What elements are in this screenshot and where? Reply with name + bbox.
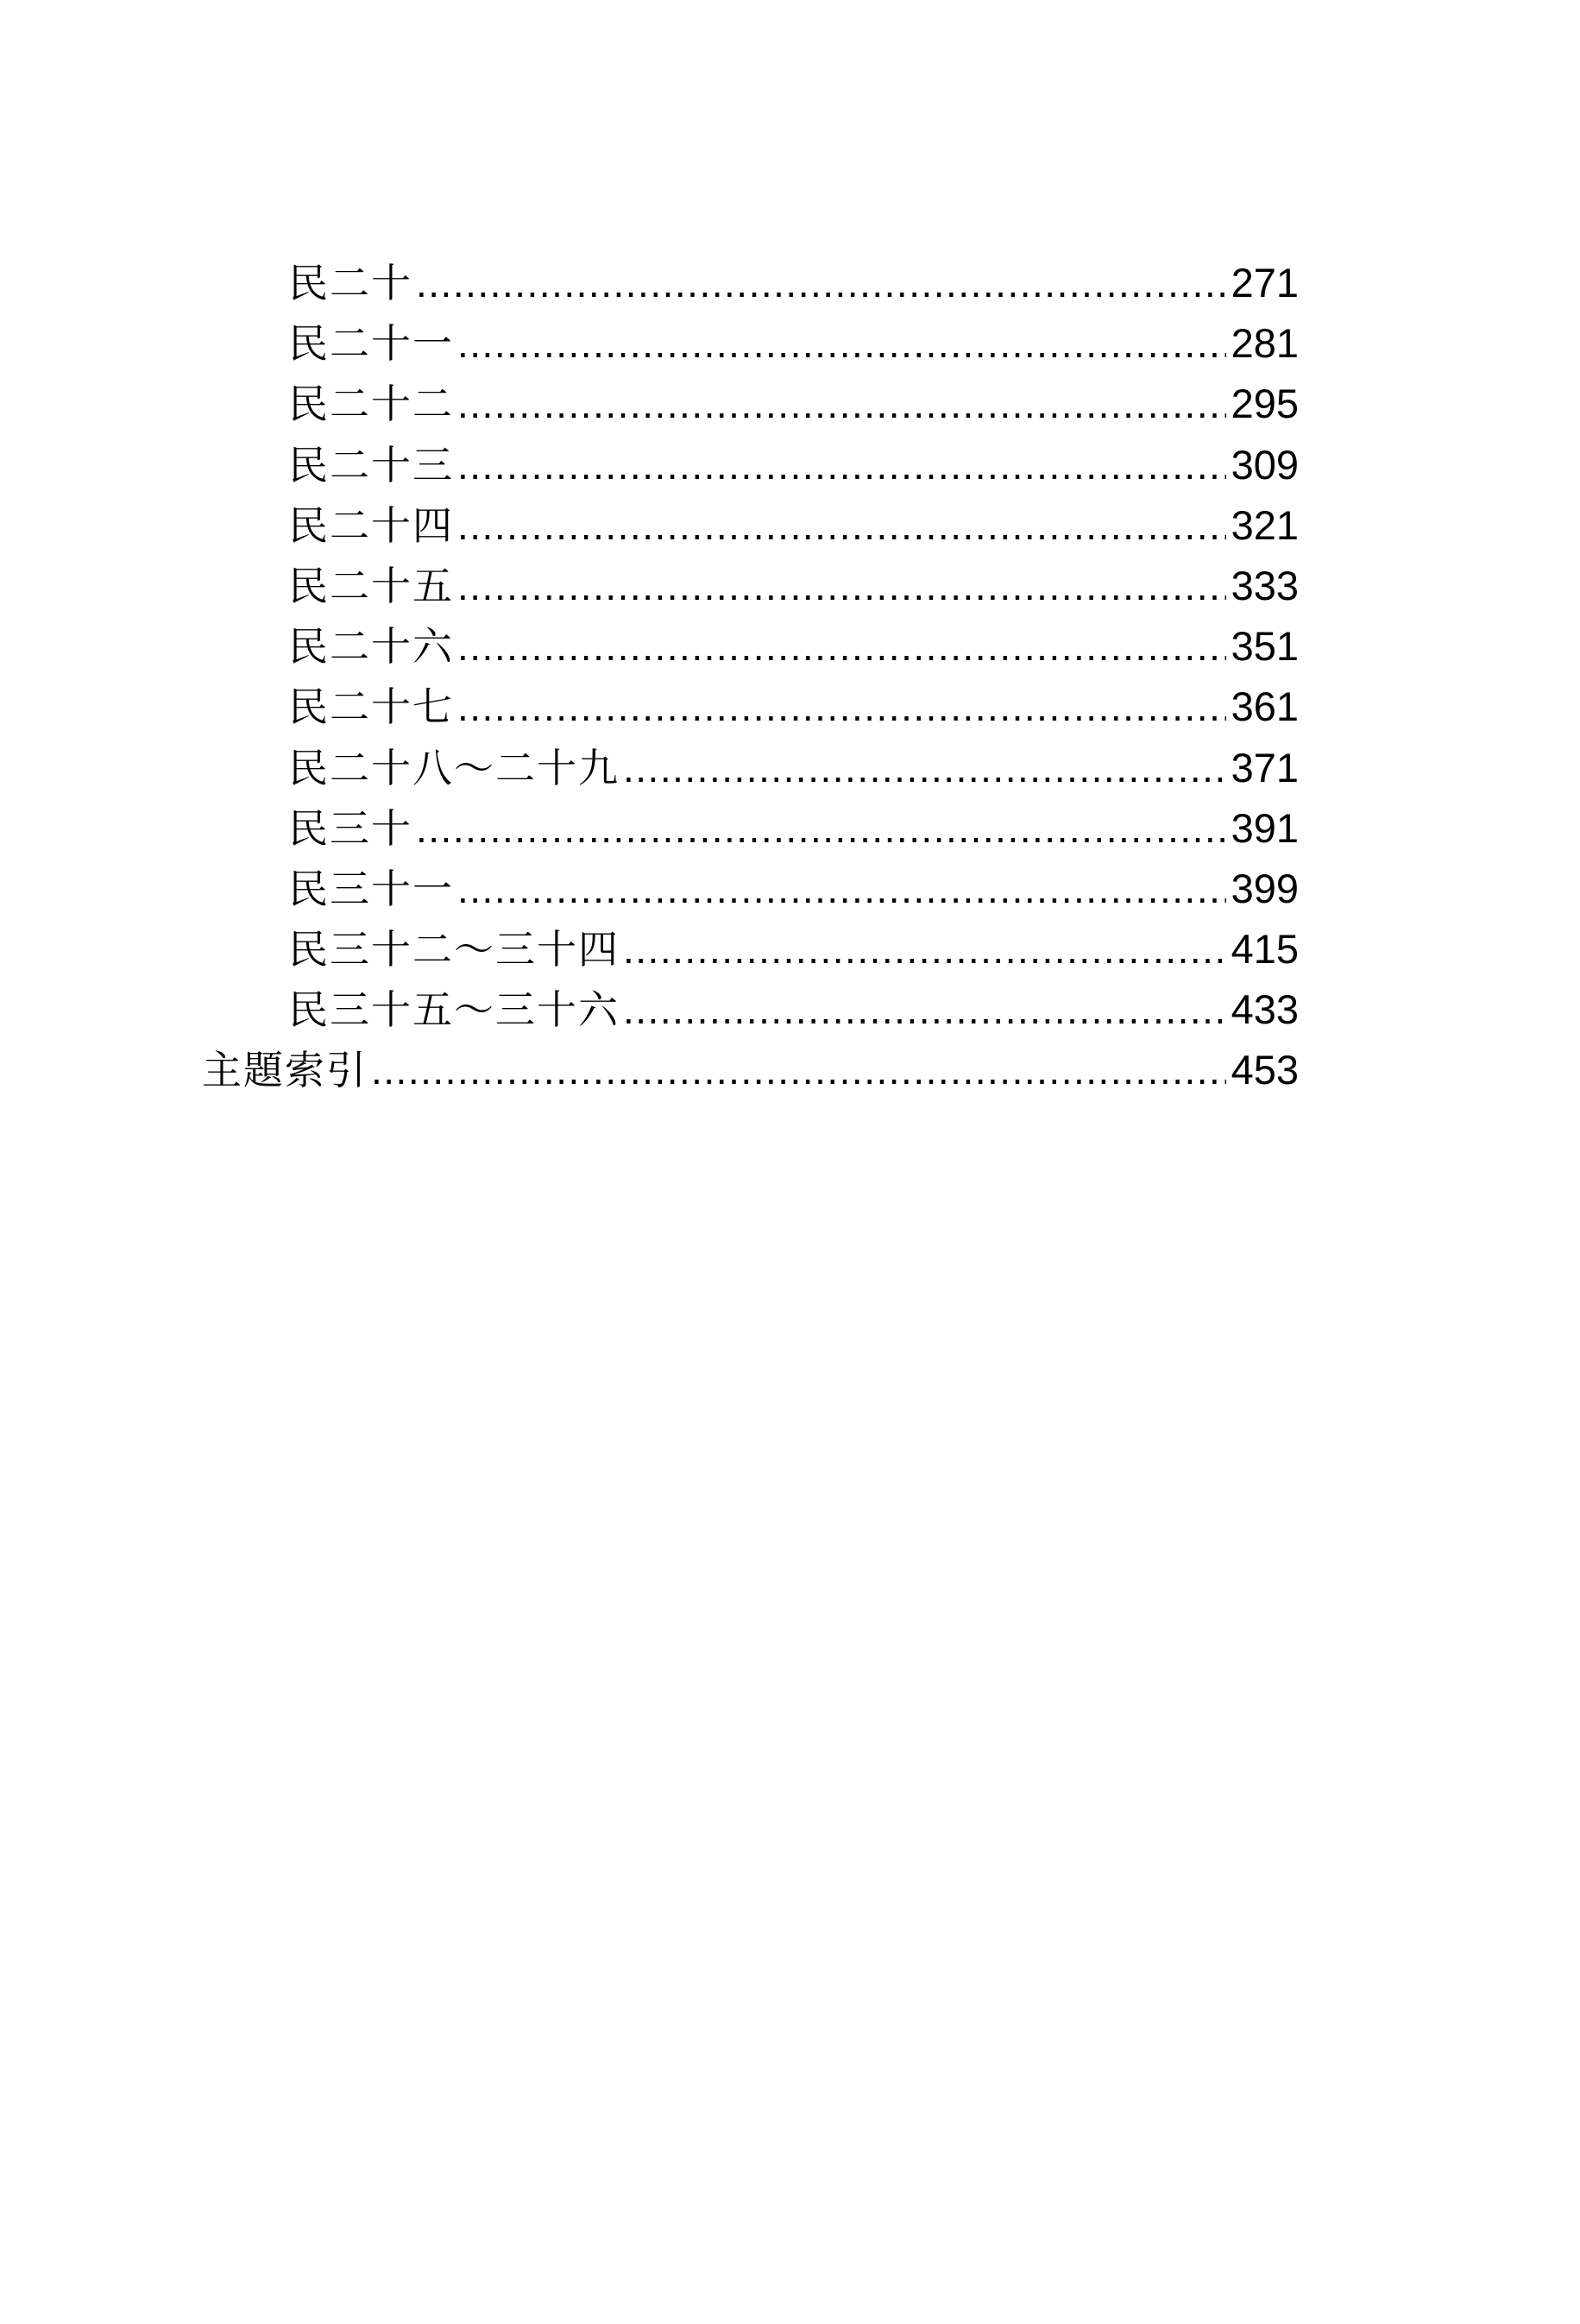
toc-entry-page: 361 — [1231, 683, 1299, 730]
toc-entry[interactable] — [0, 253, 1580, 313]
toc-entry-label: 民二十三 — [288, 441, 454, 488]
toc-entry[interactable] — [0, 435, 1580, 495]
toc-entry-page: 415 — [1231, 926, 1299, 973]
toc-entry-label: 民二十五 — [288, 562, 454, 609]
dot-leader — [623, 979, 1226, 1040]
toc-entry-label: 民二十八～二十九 — [288, 744, 620, 791]
toc-entry-label: 民三十一 — [288, 865, 454, 912]
toc-entry[interactable] — [0, 979, 1580, 1040]
dot-leader — [623, 738, 1226, 798]
toc-entry-page: 321 — [1231, 501, 1299, 548]
toc-entry[interactable] — [0, 495, 1580, 556]
toc-entry[interactable] — [0, 677, 1580, 737]
toc-entry[interactable] — [0, 313, 1580, 374]
dot-leader — [457, 859, 1226, 919]
toc-entry-label: 民二十二 — [288, 381, 454, 428]
dot-leader — [457, 435, 1226, 495]
toc-entry[interactable] — [0, 616, 1580, 677]
toc-entry-label: 主題索引 — [202, 1047, 368, 1094]
toc-entry-page: 295 — [1231, 381, 1299, 427]
toc-entry-page: 271 — [1231, 260, 1299, 305]
toc-entry-page: 433 — [1231, 986, 1299, 1033]
dot-leader — [457, 313, 1226, 374]
dot-leader — [457, 677, 1226, 737]
toc-entry-page: 351 — [1231, 623, 1299, 670]
toc-entry-label: 民三十二～三十四 — [288, 926, 620, 973]
toc-entry-page: 399 — [1231, 865, 1299, 911]
toc-entry[interactable] — [0, 556, 1580, 616]
toc-entry-page: 309 — [1231, 441, 1299, 488]
table-of-contents — [0, 253, 1580, 1101]
toc-entry-label: 民二十一 — [288, 320, 454, 368]
toc-entry[interactable] — [0, 919, 1580, 979]
toc-entry-page: 453 — [1231, 1047, 1299, 1093]
dot-leader — [416, 798, 1226, 859]
toc-entry-label: 民二十七 — [288, 683, 454, 731]
toc-entry-label: 民三十五～三十六 — [288, 986, 620, 1034]
toc-entry-page: 391 — [1231, 804, 1299, 851]
toc-entry[interactable] — [0, 859, 1580, 919]
toc-entry-label: 民二十 — [288, 260, 412, 306]
dot-leader — [416, 253, 1226, 313]
dot-leader — [623, 919, 1226, 979]
toc-entry-label: 民三十 — [288, 804, 412, 852]
toc-entry-page: 281 — [1231, 320, 1299, 367]
dot-leader — [371, 1040, 1226, 1100]
toc-entry[interactable] — [0, 798, 1580, 859]
dot-leader — [457, 374, 1226, 434]
toc-entry[interactable] — [0, 374, 1580, 434]
dot-leader — [457, 495, 1226, 556]
toc-entry-label: 民二十六 — [288, 623, 454, 671]
dot-leader — [457, 556, 1226, 616]
toc-entry-subject-index[interactable] — [0, 1040, 1580, 1100]
dot-leader — [457, 616, 1226, 677]
toc-entry-page: 333 — [1231, 562, 1299, 608]
toc-entry-label: 民二十四 — [288, 501, 454, 549]
toc-entry-page: 371 — [1231, 744, 1299, 790]
toc-entry[interactable] — [0, 738, 1580, 798]
